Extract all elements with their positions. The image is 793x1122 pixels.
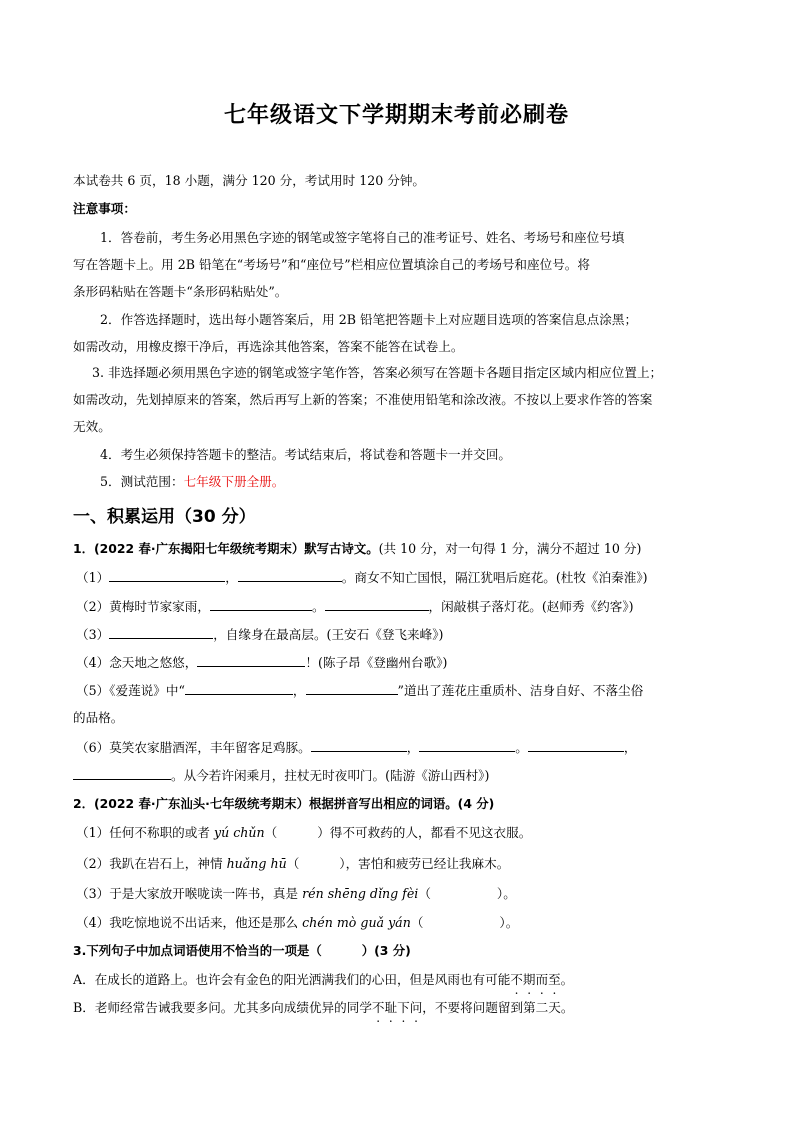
page-title: 七年级语文下学期期末考前必刷卷 <box>223 103 569 128</box>
q3-a-pre: A．在成长的道路上。也许会有金色的阳光洒满我们的心田，但是风雨也有可能 <box>73 972 511 987</box>
q1-l2-c: ，闲敲棋子落灯花。(赵师秀《约客》) <box>428 599 634 614</box>
notice-1-line-3: 条形码粘贴在答题卡“条形码粘贴处”。 <box>73 284 288 299</box>
notice-3-line-2: 如需改动，先划掉原来的答案，然后再写上新的答案；不准使用铅笔和涂改液。不按以上要求作答的答案 <box>73 392 653 407</box>
q1-l4-b: ！(陈子昂《登幽州台歌》) <box>305 655 448 670</box>
answer-blank[interactable] <box>73 766 171 780</box>
q1-line-6-cont <box>73 766 723 785</box>
notice-3-line-1: 3. 非选择题必须用黑色字迹的钢笔或签字笔作答，答案必须写在答题卡各题目指定区域内相应位置上； <box>92 365 663 380</box>
q2-l1-open: （ <box>264 825 278 840</box>
q3-b-pre: B．老师经常告诫我要多问。尤其多向成绩优异的同学 <box>73 1000 372 1015</box>
q2-l3-c: ）。 <box>496 886 516 901</box>
q1-heading <box>73 540 723 558</box>
q2-l2-c: ），害怕和疲劳已经让我麻木。 <box>339 856 510 871</box>
q2-line-1 <box>76 824 726 842</box>
notice-4: 4．考生必须保持答题卡的整洁。考试结束后，将试卷和答题卡一并交回。 <box>100 447 512 462</box>
q1-l5-a: （5）《爱莲说》中“ <box>76 683 185 698</box>
notice-3-line-3: 无效。 <box>73 419 111 434</box>
q1-l1-sep: ， <box>225 570 238 585</box>
q2-l2-pinyin: huǎng hū <box>226 856 287 871</box>
exam-intro: 本试卷共 6 页，18 小题，满分 120 分，考试用时 120 分钟。 <box>73 173 426 188</box>
q3-b-post: ，不要将问题留到第二天。 <box>422 1000 574 1015</box>
answer-blank[interactable] <box>419 738 515 752</box>
q2-l1-pinyin: yú chǔn <box>213 825 265 840</box>
q2-line-2 <box>76 855 726 873</box>
q1-tail: (共 10 分，对一句得 1 分，满分不超过 10 分) <box>378 541 642 556</box>
answer-blank[interactable] <box>109 625 213 639</box>
q1-l3-num: （3） <box>76 627 110 642</box>
q3-heading <box>73 942 723 960</box>
q2-l4-open: （ <box>410 915 424 930</box>
dotted-char: 不 <box>510 972 523 987</box>
dotted-char: 不 <box>371 1000 385 1015</box>
dotted-char: 至 <box>548 972 561 987</box>
q1-l3-rest: ，自缘身在最高层。(王安石《登飞来峰》) <box>213 627 444 642</box>
q2-l4-a: （4）我吃惊地说不出话来，他还是那么 <box>76 915 303 930</box>
notice-1-line-1: 1．答卷前，考生务必用黑色字迹的钢笔或签字笔将自己的准考证号、姓名、考场号和座位号填 <box>100 230 625 245</box>
notice-5-prefix: 5．测试范围： <box>100 474 184 489</box>
q1-line-6 <box>76 738 726 757</box>
answer-blank[interactable] <box>109 568 225 582</box>
notice-5-scope: 七年级下册全册。 <box>183 474 285 489</box>
q1-line-5 <box>76 681 726 700</box>
answer-blank[interactable] <box>306 681 398 695</box>
q2-line-4 <box>76 914 726 932</box>
section-heading-1: 一、积累运用（30 分） <box>73 507 256 527</box>
q3-option-a <box>73 971 723 989</box>
dotted-char: 而 <box>535 972 549 987</box>
q3-a-post: 。 <box>560 972 574 987</box>
answer-blank[interactable] <box>311 738 407 752</box>
q1-l6-c: 。 <box>515 740 528 755</box>
q1-l5-b: ， <box>292 683 306 698</box>
dotted-char: 下 <box>397 1000 410 1015</box>
q1-line-2 <box>76 597 726 616</box>
answer-blank[interactable] <box>197 653 305 667</box>
answer-blank[interactable] <box>528 738 624 752</box>
q2-l4-c: ）。 <box>499 915 519 930</box>
q1-l2-a: （2）黄梅时节家家雨， <box>76 599 210 614</box>
q2-l4-pinyin: chén mò guǎ yán <box>302 915 411 930</box>
q1-l6-a: （6）莫笑农家腊酒浑，丰年留客足鸡豚。 <box>76 740 311 755</box>
q1-l1-num: （1） <box>76 570 110 585</box>
q1-l5-c: ”道出了莲花庄重质朴、洁身自好、不落尘俗 <box>397 683 644 698</box>
q1-l4-a: （4）念天地之悠悠， <box>76 655 198 670</box>
answer-blank[interactable] <box>185 681 293 695</box>
q2-line-3 <box>76 885 726 903</box>
notice-heading: 注意事项： <box>73 201 136 216</box>
answer-blank[interactable] <box>325 597 429 611</box>
q2-l1-a: （1）任何不称职的或者 <box>76 825 214 840</box>
notice-1-line-2: 写在答题卡上。用 2B 铅笔在“考场号”和“座位号”栏相应位置填涂自己的考场号和座位号。将 <box>73 257 590 272</box>
notice-2-line-1: 2．作答选择题时，选出每小题答案后，用 2B 铅笔把答题卡上对应题目选项的答案信息点涂黑； <box>100 312 638 327</box>
q2-heading: 2．(2022 春·广东汕头·七年级统考期末）根据拼音写出相应的词语。(4 分) <box>73 796 495 811</box>
q1-head: 1．(2022 春·广东揭阳七年级统考期末）默写古诗文。 <box>73 541 379 556</box>
answer-blank[interactable] <box>238 568 342 582</box>
dotted-char: 问 <box>409 1000 423 1015</box>
notice-2-line-2: 如需改动，用橡皮擦干净后，再选涂其他答案，答案不能答在试卷上。 <box>73 339 464 354</box>
q1-l6-b: ， <box>406 740 420 755</box>
q2-l1-c: ）得不可救药的人，都看不见这衣服。 <box>317 825 532 840</box>
q2-l2-open: （ <box>286 856 300 871</box>
q1-line-5-cont: 的品格。 <box>73 710 124 725</box>
q1-l6-d: ， <box>623 740 637 755</box>
q2-l3-open: （ <box>418 886 431 901</box>
q3-option-b <box>73 999 723 1017</box>
q1-l2-b: 。 <box>311 599 325 614</box>
q2-l3-pinyin: rén shēng dǐng fèi <box>302 886 419 901</box>
q1-line-4 <box>76 653 726 672</box>
dotted-char: 期 <box>522 972 536 987</box>
q1-l6-cont: 。从今若许闲乘月，拄杖无时夜叩门。(陆游《游山西村》) <box>171 768 490 783</box>
q1-line-3 <box>76 625 726 644</box>
notice-5 <box>100 473 723 491</box>
q1-l1-rest: 。商女不知亡国恨，隔江犹唱后庭花。(杜牧《泊秦淮》) <box>341 570 648 585</box>
answer-blank[interactable] <box>210 597 312 611</box>
dotted-char: 耻 <box>384 1000 398 1015</box>
q3-head: 3.下列句子中加点词语使用不恰当的一项是（ <box>73 943 322 958</box>
q1-line-1 <box>76 568 726 587</box>
q3-head-end: ）(3 分) <box>361 943 411 958</box>
q2-l3-a: （3）于是大家放开喉咙读一阵书，真是 <box>76 886 303 901</box>
q2-l2-a: （2）我趴在岩石上，神情 <box>76 856 227 871</box>
